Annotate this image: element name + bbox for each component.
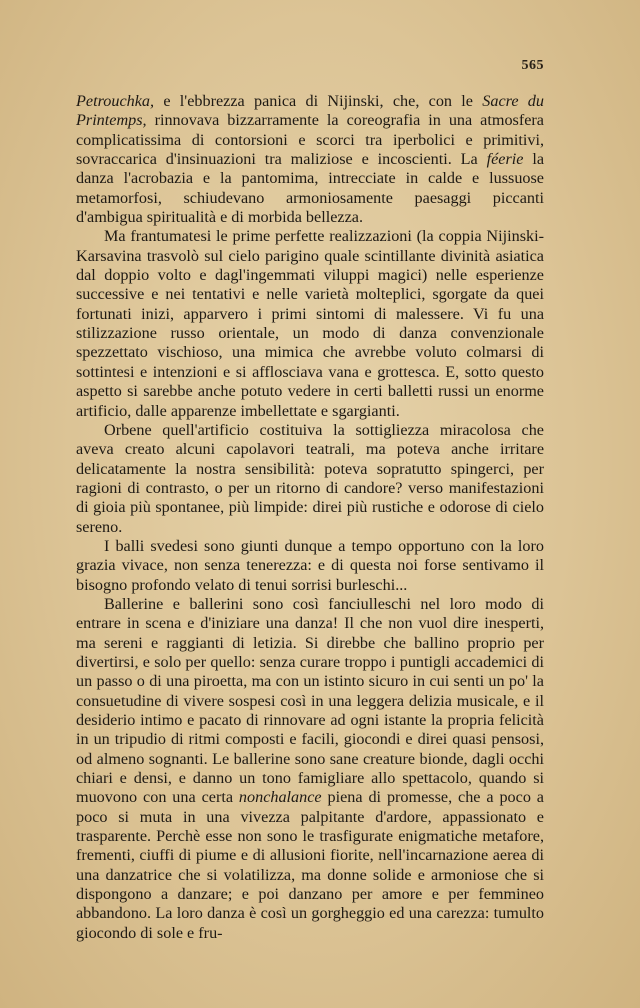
text-segment: Sacre du Printemps, [76, 92, 544, 130]
text-segment: Ma frantumatesi le prime perfette realizzazioni (la coppia Nijinski-Karsavina trasvolò sul cielo parigino quale scintillante divinità asiatica dal doppio volto e dagl'ingemmati viluppi magici) nelle esperienze successive e nei tentativi e nelle varietà molteplici, sgorgate da quei fortunati inizi, apparvero i primi sintomi di malessere. Vi fu una stilizzazione russo orientale, un modo di danza convenzionale spezzettato vischioso, una mimica che avrebbe voluto colmarsi di sottintesi e intenzioni e si afflosciava vana e grottesca. E, sotto questo aspetto si sarebbe anche potuto vedere in certi balletti russi un enorme artificio, dalle apparenze imbellettate e sgargianti. [76, 227, 544, 420]
paragraph-4 [76, 537, 544, 595]
text-segment: Petrouchka, [76, 92, 155, 110]
text-segment: nonchalance [238, 788, 322, 807]
text-segment: e l'ebbrezza panica di Nijinski, che, con le [154, 92, 483, 110]
paragraph-5 [76, 595, 544, 943]
paragraph-1 [76, 92, 544, 227]
text-segment: Orbene quell'artificio costituiva la sottigliezza miracolosa che aveva creato alcuni capolavori teatrali, ma poteva anche irritare delicatamente la nostra sensibilità: poteva sopratutto spingerci, per ragioni di contrasto, o per un ritorno di candore? verso manifestazioni di gioia più spontanee, più limpide: direi più rustiche e odorose di cielo sereno. [76, 420, 544, 536]
text-segment: la danza l'acrobazia e la pantomima, intrecciate in calde e lussuose metamorfosi, schiudevano armoniosamente paesaggi piccanti d'ambigua spiritualità e di morbida bellezza. [76, 150, 544, 227]
text-segment: I balli svedesi sono giunti dunque a tempo opportuno con la loro grazia vivace, non senza tenerezza: e di questa noi forse sentivamo il bisogno profondo velato di tenui sorrisi burleschi... [76, 536, 544, 594]
text-segment: féerie [486, 150, 524, 169]
body-text [76, 92, 544, 943]
paragraph-2 [76, 227, 544, 420]
page-number: 565 [521, 58, 544, 73]
text-segment: Ballerine e ballerini sono così fanciulleschi nel loro modo di entrare in scena e d'iniziare una danza! Il che non vuol dire inesperti, ma sereni e raggianti di letizia. Si direbbe che ballino proprio per divertirsi, e solo per quello: senza curare troppo i puntigli accademici di un passo o di una piroetta, ma con un istinto sicuro in cui senti un po' la consuetudine di vivere sospesi così in una leggera delizia musicale, e il desiderio intimo e pacato di rinnovare ad ogni istante la propria felicità in un tripudio di ritmi composti e facili, giocondi e direi quasi pensosi, od almeno sognanti. Le ballerine sono sane creature bionde, dagli occhi chiari e densi, e danno un tono famigliare allo spettacolo, quando si muovono con una certa [76, 594, 544, 807]
paragraph-3 [76, 421, 544, 537]
text-segment: piena di promesse, che a poco a poco si muta in una vivezza palpitante d'ardore, appassionato e trasparente. Perchè esse non sono le trasfigurate enigmatiche metafore, frementi, ciuffi di piume e di allusioni fiorite, nell'incarnazione aerea di una danzatrice che si volatilizza, ma donne solide e armoniose che si dispongono a danzare; e poi danzano per amore e per femmineo abbandono. La loro danza è così un gorgheggio ed una carezza: tumulto giocondo di sole e fru- [76, 788, 544, 942]
text-segment: rinnovava bizzarramente la coreografia in una atmosfera complicatissima di contorsioni e scorci tra iperbolici e primitivi, sovraccarica d'insinuazioni tra maliziose e incoscienti. La [76, 111, 544, 169]
